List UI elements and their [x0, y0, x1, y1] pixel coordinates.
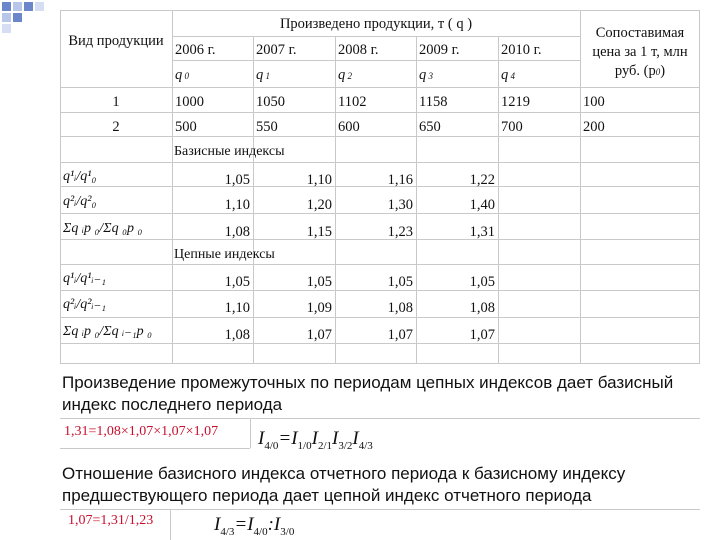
index-value: 1,07: [469, 327, 495, 343]
index-value: 1,05: [224, 274, 250, 290]
q-label: q 2: [338, 67, 352, 83]
production-value: 650: [419, 119, 441, 135]
index-value: 1,05: [306, 274, 332, 290]
production-value: 550: [256, 119, 278, 135]
corner-decoration: [0, 0, 60, 40]
year-header: 2010 г.: [501, 42, 542, 58]
index-value: 1,40: [469, 197, 495, 213]
index-value: 1,05: [387, 274, 413, 290]
index-value: 1,22: [469, 172, 495, 188]
year-header: 2006 г.: [175, 42, 216, 58]
index-value: 1,10: [224, 197, 250, 213]
index-value: 1,10: [306, 172, 332, 188]
production-value: 1102: [338, 94, 367, 110]
index-label: q²ᵢ/q²₀: [63, 194, 97, 209]
chain-formula: $I_{4/3}=I_{4/0}:I_{3/0}$: [214, 514, 295, 538]
year-header: 2009 г.: [419, 42, 460, 58]
production-value: 500: [175, 119, 197, 135]
production-header: Произведено продукции, т ( q ): [279, 16, 473, 32]
production-value: 600: [338, 119, 360, 135]
index-label: q²ᵢ/q²ᵢ₋₁: [63, 297, 106, 312]
index-label: q¹ᵢ/q¹₀: [63, 169, 97, 184]
index-value: 1,08: [224, 327, 250, 343]
index-value: 1,08: [387, 300, 413, 316]
index-label: q¹ᵢ/q¹ᵢ₋₁: [63, 271, 106, 286]
calc-chain-example: 1,07=1,31/1,23: [68, 513, 154, 528]
index-value: 1,10: [224, 300, 250, 316]
production-value: 700: [501, 119, 523, 135]
index-value: 1,30: [387, 197, 413, 213]
basis-indices-title: Базисные индексы: [174, 144, 285, 159]
index-label: Σq ᵢp ₀/Σq ₀p ₀: [63, 221, 143, 236]
chain-indices-title: Цепные индексы: [174, 247, 275, 262]
product-number: 1: [112, 94, 120, 110]
index-value: 1,05: [224, 172, 250, 188]
index-value: 1,15: [306, 224, 332, 240]
production-value: 1050: [256, 94, 285, 110]
q-label: q 0: [175, 67, 189, 83]
index-value: 1,20: [306, 197, 332, 213]
calc-basis-example: 1,31=1,08×1,07×1,07×1,07: [64, 424, 219, 439]
q-label: q 4: [501, 67, 515, 83]
index-value: 1,08: [224, 224, 250, 240]
index-value: 1,07: [387, 327, 413, 343]
production-value: 1000: [175, 94, 204, 110]
index-value: 1,16: [387, 172, 413, 188]
product-type-header: Вид продукции: [68, 33, 164, 49]
index-value: 1,31: [469, 224, 495, 240]
basis-formula: $I_{4/0}=I_{1/0}I_{2/1}I_{3/2}I_{4/3}$: [258, 428, 373, 452]
year-header: 2007 г.: [256, 42, 297, 58]
price-header: Сопоставимая цена за 1 т, млн руб. (p0): [592, 25, 688, 79]
production-table: [60, 10, 700, 364]
production-value: 1158: [419, 94, 448, 110]
q-label: q 1: [256, 67, 270, 83]
index-value: 1,08: [469, 300, 495, 316]
index-value: 1,09: [306, 300, 332, 316]
chain-product-rule-text: Произведение промежуточных по периодам цепных индексов дает базисный индекс последнего периода: [62, 373, 674, 414]
index-value: 1,07: [306, 327, 332, 343]
price-value: 100: [583, 94, 605, 110]
q-label: q 3: [419, 67, 433, 83]
production-value: 1219: [501, 94, 530, 110]
year-header: 2008 г.: [338, 42, 379, 58]
price-value: 200: [583, 119, 605, 135]
index-label: Σq ᵢp ₀/Σq ᵢ₋₁p ₀: [63, 324, 152, 339]
chain-ratio-rule-text: Отношение базисного индекса отчетного периода к базисному индексу предшествующего периода дает цепной индекс отчетного периода: [62, 464, 626, 505]
index-value: 1,05: [469, 274, 495, 290]
product-number: 2: [112, 119, 120, 135]
index-value: 1,23: [387, 224, 413, 240]
